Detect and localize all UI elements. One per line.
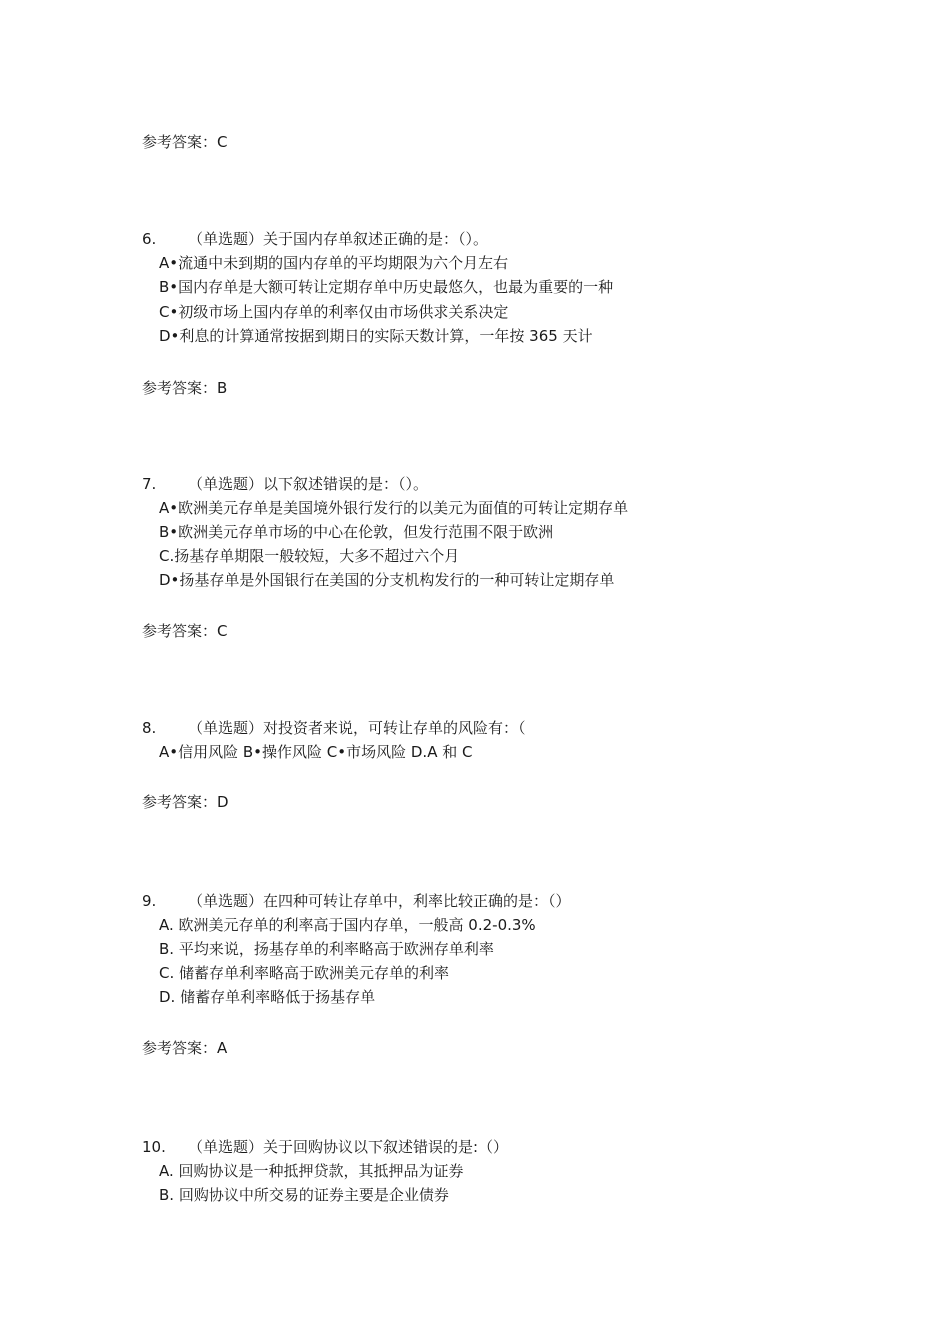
question-stem: （单选题）以下叙述错误的是：（）。 xyxy=(188,475,429,493)
question-stem: （单选题）在四种可转让存单中，利率比较正确的是：（） xyxy=(188,892,571,910)
question-10 xyxy=(142,1137,508,1157)
answer-label: 参考答案： xyxy=(142,793,218,811)
answer-label: 参考答案： xyxy=(142,133,218,151)
option-10b: B. 回购协议中所交易的证券主要是企业债券 xyxy=(159,1186,449,1204)
option-6a: A•流通中未到期的国内存单的平均期限为六个月左右 xyxy=(159,254,509,272)
question-8 xyxy=(142,718,526,738)
answer-q5 xyxy=(142,132,228,152)
question-stem: （单选题）关于国内存单叙述正确的是：（）。 xyxy=(188,230,489,248)
option-7d: D•扬基存单是外国银行在美国的分支机构发行的一种可转让定期存单 xyxy=(159,571,615,589)
option-10a: A. 回购协议是一种抵押贷款，其抵押品为证券 xyxy=(159,1162,464,1180)
answer-label: 参考答案： xyxy=(142,1039,218,1057)
question-number: 7. xyxy=(142,475,157,493)
option-7a: A•欧洲美元存单是美国境外银行发行的以美元为面值的可转让定期存单 xyxy=(159,499,629,517)
question-number: 8. xyxy=(142,719,157,737)
option-7b: B•欧洲美元存单市场的中心在伦敦，但发行范围不限于欧洲 xyxy=(159,523,554,541)
option-6d: D•利息的计算通常按据到期日的实际天数计算，一年按 365 天计 xyxy=(159,327,593,345)
option-6c: C•初级市场上国内存单的利率仅由市场供求关系决定 xyxy=(159,303,509,321)
answer-value: C xyxy=(217,133,228,151)
answer-label: 参考答案： xyxy=(142,379,218,397)
question-7 xyxy=(142,474,428,494)
option-6b: B•国内存单是大额可转让定期存单中历史最悠久，也最为重要的一种 xyxy=(159,278,614,296)
answer-q8 xyxy=(142,792,229,812)
question-9 xyxy=(142,891,571,911)
option-9a: A. 欧洲美元存单的利率高于国内存单，一般高 0.2-0.3% xyxy=(159,916,536,934)
option-9d: D. 储蓄存单利率略低于扬基存单 xyxy=(159,988,376,1006)
question-stem: （单选题）关于回购协议以下叙述错误的是:（） xyxy=(188,1138,509,1156)
answer-q9 xyxy=(142,1038,227,1058)
answer-q7 xyxy=(142,621,228,641)
option-8-all: A•信用风险 B•操作风险 C•市场风险 D.A 和 C xyxy=(159,743,473,761)
answer-label: 参考答案： xyxy=(142,622,218,640)
question-stem: （单选题）对投资者来说，可转让存单的风险有：（ xyxy=(188,719,526,737)
question-number: 6. xyxy=(142,230,157,248)
answer-value: C xyxy=(217,622,228,640)
answer-value: A xyxy=(217,1039,228,1057)
answer-value: B xyxy=(217,379,228,397)
question-6 xyxy=(142,229,488,249)
option-7c: C.扬基存单期限一般较短，大多不超过六个月 xyxy=(159,547,460,565)
option-9c: C. 储蓄存单利率略高于欧洲美元存单的利率 xyxy=(159,964,450,982)
answer-q6 xyxy=(142,378,227,398)
question-number: 9. xyxy=(142,892,157,910)
question-number: 10. xyxy=(142,1138,166,1156)
option-9b: B. 平均来说，扬基存单的利率略高于欧洲存单利率 xyxy=(159,940,494,958)
answer-value: D xyxy=(217,793,229,811)
